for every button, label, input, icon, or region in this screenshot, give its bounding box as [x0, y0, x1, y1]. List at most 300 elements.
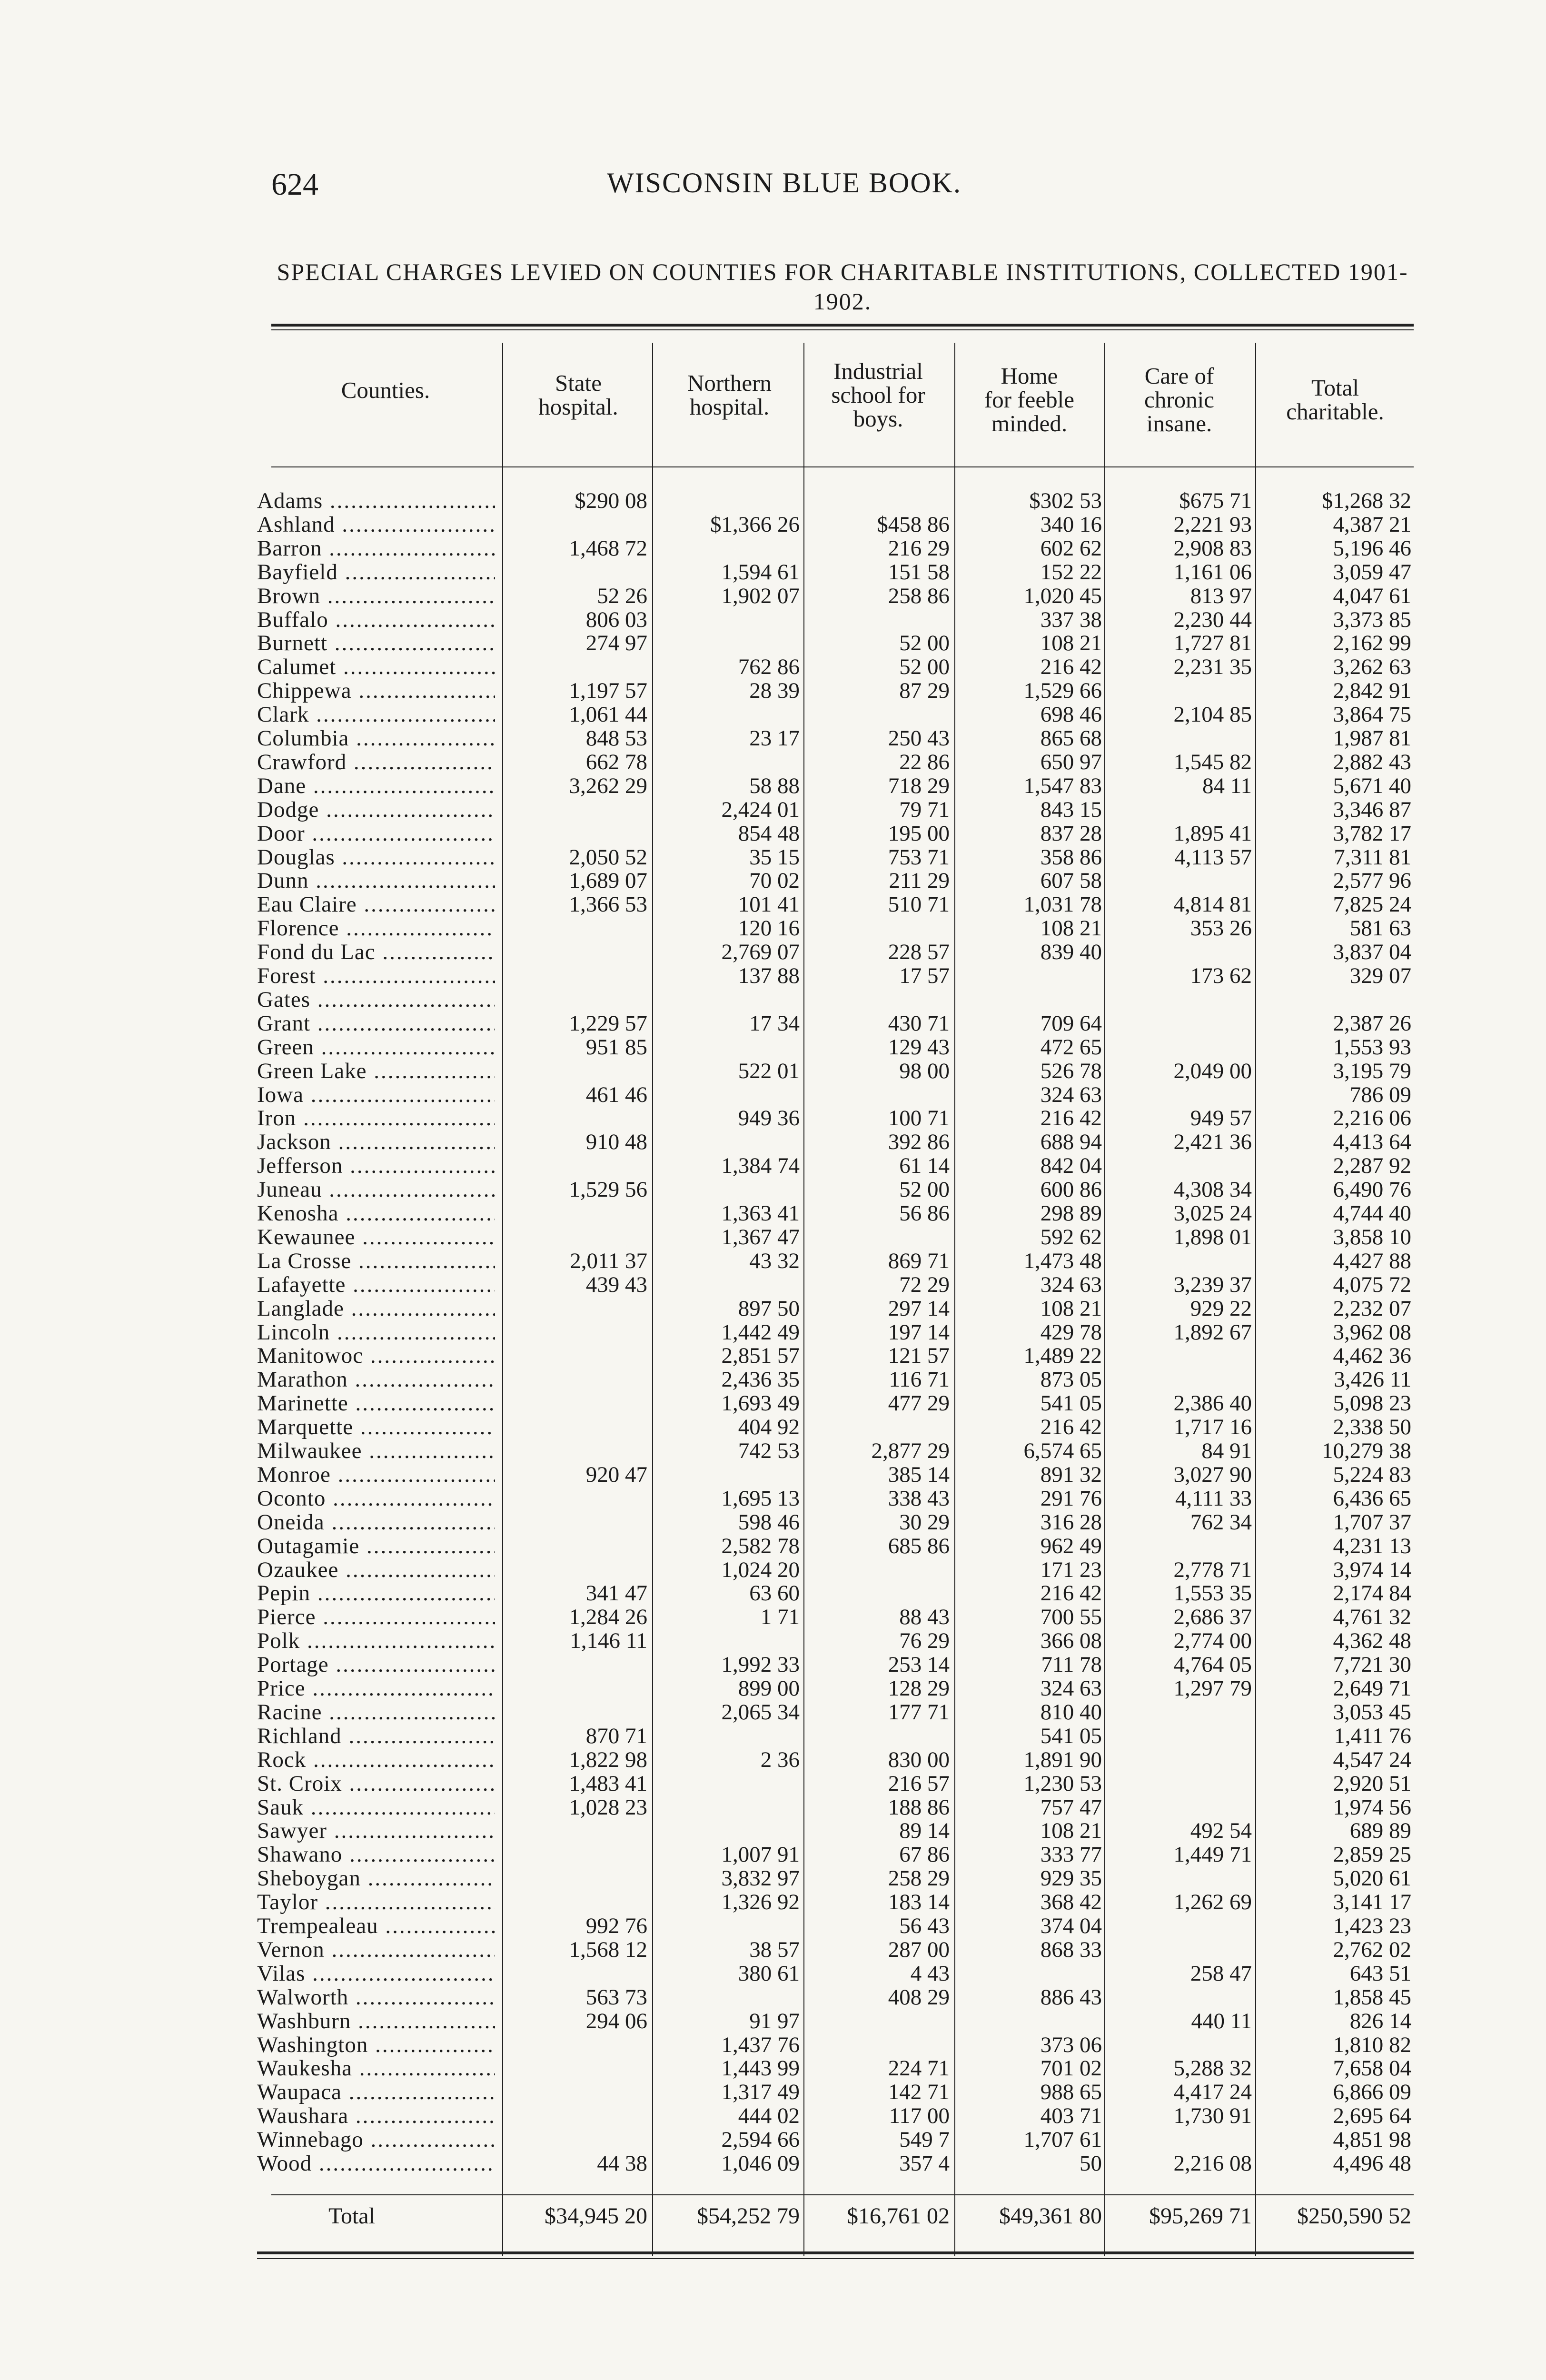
table-row: [0, 892, 1546, 916]
total-charitable-cell: 4,744 40: [1333, 1201, 1411, 1226]
care-chronic-insane-cell: 2,104 85: [1173, 702, 1252, 727]
state-hospital-cell: 1,061 44: [569, 702, 647, 727]
table-row: [0, 2056, 1546, 2080]
county-name: Pepin .....: [257, 1581, 495, 1605]
table-row: [0, 916, 1546, 940]
table-row: [0, 1439, 1546, 1463]
industrial-school-cell: 56 43: [899, 1914, 950, 1938]
industrial-school-cell: 408 29: [888, 1984, 950, 2010]
county-name: Forest .....: [257, 964, 495, 988]
running-head: WISCONSIN BLUE BOOK.: [607, 167, 961, 198]
total-charitable-cell: 4,387 21: [1333, 512, 1411, 537]
state-hospital-cell: 870 71: [585, 1723, 647, 1748]
northern-hospital-cell: 91 97: [749, 2008, 800, 2033]
total-charitable-cell: 1,810 82: [1333, 2032, 1411, 2057]
table-row: [0, 1344, 1546, 1368]
industrial-school-cell: 2,877 29: [871, 1438, 950, 1463]
home-feeble-minded-cell: 298 89: [1040, 1201, 1102, 1226]
northern-hospital-cell: 1,443 99: [721, 2056, 800, 2081]
state-hospital-cell: 1,483 41: [569, 1771, 647, 1796]
home-feeble-minded-cell: 688 94: [1040, 1130, 1102, 1155]
total-charitable-cell: 6,490 76: [1333, 1177, 1411, 1202]
state-hospital-cell: $290 08: [575, 488, 647, 513]
care-chronic-insane-cell: 2,386 40: [1173, 1391, 1252, 1416]
total-charitable-cell: 4,462 36: [1333, 1343, 1411, 1368]
northern-hospital-cell: $1,366 26: [710, 512, 800, 537]
care-chronic-insane-cell: 440 11: [1191, 2008, 1252, 2033]
care-chronic-insane-cell: 1,727 81: [1173, 631, 1252, 656]
table-row: [0, 1391, 1546, 1415]
northern-hospital-cell: 2,582 78: [721, 1533, 800, 1558]
home-feeble-minded-cell: 324 63: [1040, 1082, 1102, 1107]
total-charitable-cell: 3,858 10: [1333, 1224, 1411, 1250]
care-chronic-insane-cell: 84 91: [1201, 1438, 1252, 1463]
industrial-school-cell: 72 29: [899, 1272, 950, 1297]
industrial-school-cell: 116 71: [889, 1367, 950, 1392]
northern-hospital-cell: 762 86: [738, 654, 800, 680]
industrial-school-cell: 100 71: [888, 1106, 950, 1131]
home-feeble-minded-cell: 374 04: [1040, 1914, 1102, 1938]
northern-hospital-cell: 1,384 74: [721, 1153, 800, 1179]
industrial-school-cell: 17 57: [899, 963, 950, 988]
northern-hospital-cell: 28 39: [749, 678, 800, 704]
home-feeble-minded-cell: 988 65: [1040, 2080, 1102, 2105]
county-name: Sheboygan .....: [257, 1866, 495, 1890]
table-row: [0, 1106, 1546, 1130]
northern-hospital-cell: 1,437 76: [721, 2032, 800, 2057]
industrial-school-cell: 869 71: [888, 1248, 950, 1273]
table-row: [0, 750, 1546, 774]
total-charitable-cell: 2,859 25: [1333, 1842, 1411, 1867]
county-name: Adams .....: [257, 489, 495, 513]
northern-hospital-cell: 1 71: [760, 1605, 800, 1630]
industrial-school-cell: 338 43: [888, 1486, 950, 1511]
care-chronic-insane-cell: 1,161 06: [1173, 559, 1252, 585]
state-hospital-cell: 294 06: [585, 2008, 647, 2033]
county-name: Kenosha .....: [257, 1201, 495, 1225]
home-feeble-minded-cell: 216 42: [1040, 654, 1102, 680]
total-charitable-cell: 2,162 99: [1333, 631, 1411, 656]
care-chronic-insane-cell: 1,297 79: [1173, 1676, 1252, 1701]
home-feeble-minded-cell: 152 22: [1040, 559, 1102, 585]
home-feeble-minded-cell: 837 28: [1040, 821, 1102, 846]
care-chronic-insane-cell: 258 47: [1190, 1961, 1252, 1986]
county-name: Buffalo .....: [257, 608, 495, 632]
home-feeble-minded-cell: 108 21: [1040, 631, 1102, 656]
table-row: [0, 2104, 1546, 2128]
state-hospital-cell: 848 53: [585, 726, 647, 751]
total-charitable-cell: 3,141 17: [1333, 1890, 1411, 1915]
home-feeble-minded-cell: 108 21: [1040, 1818, 1102, 1844]
care-chronic-insane-cell: 1,892 67: [1173, 1319, 1252, 1345]
industrial-school-cell: 197 14: [888, 1319, 950, 1345]
page-header: [0, 167, 1546, 209]
home-feeble-minded-cell: 607 58: [1040, 868, 1102, 893]
county-name: Waushara .....: [257, 2104, 495, 2128]
table-row: [0, 1487, 1546, 1510]
industrial-school-cell: 685 86: [888, 1533, 950, 1558]
county-name: Door .....: [257, 822, 495, 845]
home-feeble-minded-cell: 324 63: [1040, 1272, 1102, 1297]
care-chronic-insane-cell: 1,898 01: [1173, 1224, 1252, 1250]
col-header-northern-hospital: Northern hospital.: [687, 370, 772, 420]
county-name: Chippewa .....: [257, 679, 495, 703]
home-feeble-minded-cell: 333 77: [1040, 1842, 1102, 1867]
county-name: Green .....: [257, 1035, 495, 1059]
county-name: Juneau .....: [257, 1178, 495, 1201]
home-feeble-minded-cell: 403 71: [1040, 2103, 1102, 2129]
northern-hospital-cell: 1,024 20: [721, 1557, 800, 1582]
county-name: Price .....: [257, 1676, 495, 1700]
industrial-school-cell: 128 29: [888, 1676, 950, 1701]
home-feeble-minded-cell: 541 05: [1040, 1391, 1102, 1416]
home-feeble-minded-cell: 810 40: [1040, 1699, 1102, 1725]
table-row: [0, 1748, 1546, 1772]
industrial-school-cell: 253 14: [888, 1652, 950, 1677]
county-name: Oneida .....: [257, 1510, 495, 1534]
home-feeble-minded-cell: 1,473 48: [1023, 1248, 1102, 1273]
total-charitable-cell: 3,962 08: [1333, 1319, 1411, 1345]
state-hospital-cell: 1,229 57: [569, 1011, 647, 1036]
col-header-counties: Counties.: [341, 377, 430, 403]
total-charitable-cell: 7,825 24: [1333, 892, 1411, 917]
industrial-school-cell: 216 57: [888, 1771, 950, 1796]
table-row: [0, 1962, 1546, 1985]
total-charitable-cell: 4,413 64: [1333, 1130, 1411, 1155]
total-charitable-cell: 329 07: [1349, 963, 1411, 988]
total-charitable-cell: 581 63: [1349, 916, 1411, 941]
industrial-school-cell: 250 43: [888, 726, 950, 751]
total-rule: [271, 2194, 1414, 2195]
care-chronic-insane-cell: 762 34: [1190, 1509, 1252, 1535]
total-charitable-cell: 3,059 47: [1333, 559, 1411, 585]
home-feeble-minded-cell: 711 78: [1041, 1652, 1102, 1677]
col-header-home-feeble-minded: Home for feeble minded.: [984, 363, 1075, 436]
northern-hospital-cell: 444 02: [738, 2103, 800, 2129]
northern-hospital-cell: 1,046 09: [721, 2151, 800, 2176]
industrial-school-cell: 142 71: [888, 2080, 950, 2105]
county-name: Walworth .....: [257, 1985, 495, 2009]
county-name: Langlade .....: [257, 1297, 495, 1320]
northern-hospital-cell: 1,326 92: [721, 1890, 800, 1915]
state-hospital-cell: 44 38: [597, 2151, 647, 2176]
top-rule-thin: [271, 329, 1414, 330]
home-feeble-minded-cell: 1,707 61: [1023, 2127, 1102, 2152]
state-hospital-cell: 951 85: [585, 1034, 647, 1060]
total-charitable-cell: 4,761 32: [1333, 1605, 1411, 1630]
table-title: SPECIAL CHARGES LEVIED ON COUNTIES FOR CHARITABLE INSTITUTIONS, COLLECTED 1901-1902.: [277, 258, 1408, 315]
county-name: Washington .....: [257, 2033, 495, 2057]
total-charitable-cell: 1,423 23: [1333, 1914, 1411, 1938]
home-feeble-minded-cell: 541 05: [1040, 1723, 1102, 1748]
home-feeble-minded-cell: 108 21: [1040, 916, 1102, 941]
total-charitable-cell: 4,851 98: [1333, 2127, 1411, 2152]
total-charitable-cell: 2,577 96: [1333, 868, 1411, 893]
total-charitable-cell: 1,707 37: [1333, 1509, 1411, 1535]
northern-hospital-cell: 2,769 07: [721, 940, 800, 965]
table-row: [0, 1914, 1546, 1938]
care-chronic-insane-cell: 1,730 91: [1173, 2103, 1252, 2129]
care-chronic-insane-cell: $675 71: [1179, 488, 1252, 513]
state-hospital-cell: 1,197 57: [569, 678, 647, 704]
northern-hospital-cell: 598 46: [738, 1509, 800, 1535]
table-row: [0, 774, 1546, 798]
table-row: [0, 1083, 1546, 1107]
total-charitable-cell: 3,195 79: [1333, 1058, 1411, 1083]
care-chronic-insane-cell: 2,231 35: [1173, 654, 1252, 680]
total-charitable-cell: 4,547 24: [1333, 1747, 1411, 1772]
total-charitable-cell: 4,047 61: [1333, 583, 1411, 608]
home-feeble-minded-cell: 1,547 83: [1023, 773, 1102, 798]
table-row: [0, 679, 1546, 703]
county-name: Burnett .....: [257, 631, 495, 655]
total-charitable-cell: 3,837 04: [1333, 940, 1411, 965]
northern-hospital-cell: 35 15: [749, 844, 800, 870]
northern-hospital-cell: 2,594 66: [721, 2127, 800, 2152]
home-feeble-minded-cell: 839 40: [1040, 940, 1102, 965]
industrial-school-cell: 510 71: [888, 892, 950, 917]
table-row: [0, 845, 1546, 869]
col-header-state-hospital: State hospital.: [538, 370, 618, 420]
total-charitable-cell: 10,279 38: [1322, 1438, 1411, 1463]
county-name: Shawano .....: [257, 1843, 495, 1866]
total-charitable-cell: 6,436 65: [1333, 1486, 1411, 1511]
county-name: Ashland .....: [257, 513, 495, 536]
northern-hospital-cell: 404 92: [738, 1415, 800, 1440]
total-industrial-school: $16,761 02: [847, 2203, 950, 2229]
industrial-school-cell: 211 29: [889, 868, 950, 893]
home-feeble-minded-cell: 316 28: [1040, 1509, 1102, 1535]
state-hospital-cell: 341 47: [585, 1581, 647, 1606]
total-charitable-cell: 2,649 71: [1333, 1676, 1411, 1701]
total-charitable-cell: 689 89: [1349, 1818, 1411, 1844]
total-state-hospital: $34,945 20: [545, 2203, 647, 2229]
home-feeble-minded-cell: 843 15: [1040, 797, 1102, 822]
home-feeble-minded-cell: 6,574 65: [1023, 1438, 1102, 1463]
home-feeble-minded-cell: 472 65: [1040, 1034, 1102, 1060]
home-feeble-minded-cell: 962 49: [1040, 1533, 1102, 1558]
total-charitable-cell: 5,196 46: [1333, 536, 1411, 561]
total-charitable-cell: 2,338 50: [1333, 1415, 1411, 1440]
total-charitable-cell: 3,053 45: [1333, 1699, 1411, 1725]
table-row: [0, 822, 1546, 845]
total-charitable-cell: 2,762 02: [1333, 1937, 1411, 1962]
industrial-school-cell: 357 4: [899, 2151, 950, 2176]
care-chronic-insane-cell: 2,778 71: [1173, 1557, 1252, 1582]
industrial-school-cell: 87 29: [899, 678, 950, 704]
care-chronic-insane-cell: 4,308 34: [1173, 1177, 1252, 1202]
care-chronic-insane-cell: 1,553 35: [1173, 1581, 1252, 1606]
home-feeble-minded-cell: 216 42: [1040, 1106, 1102, 1131]
table-row: [0, 1201, 1546, 1225]
care-chronic-insane-cell: 4,814 81: [1173, 892, 1252, 917]
state-hospital-cell: 2,050 52: [569, 844, 647, 870]
table-row: [0, 1130, 1546, 1154]
northern-hospital-cell: 2,436 35: [721, 1367, 800, 1392]
county-name: Pierce .....: [257, 1605, 495, 1629]
home-feeble-minded-cell: 291 76: [1040, 1486, 1102, 1511]
northern-hospital-cell: 1,695 13: [721, 1486, 800, 1511]
industrial-school-cell: 228 57: [888, 940, 950, 965]
table-row: [0, 1866, 1546, 1890]
state-hospital-cell: 992 76: [585, 1914, 647, 1938]
county-name: Trempealeau .....: [257, 1914, 495, 1938]
table-row: [0, 2128, 1546, 2152]
table-row: [0, 1795, 1546, 1819]
care-chronic-insane-cell: 2,421 36: [1173, 1130, 1252, 1155]
total-charitable-cell: 3,426 11: [1334, 1367, 1411, 1392]
state-hospital-cell: 3,262 29: [569, 773, 647, 798]
total-charitable-cell: 2,174 84: [1333, 1581, 1411, 1606]
county-name: Marinette .....: [257, 1391, 495, 1415]
bottom-rule: [257, 2251, 1414, 2254]
table-row: [0, 798, 1546, 822]
county-name: Racine .....: [257, 1700, 495, 1724]
table-row: [0, 1273, 1546, 1297]
state-hospital-cell: 662 78: [585, 749, 647, 774]
care-chronic-insane-cell: 173 62: [1190, 963, 1252, 988]
total-charitable-cell: 6,866 09: [1333, 2080, 1411, 2105]
home-feeble-minded-cell: 929 35: [1040, 1866, 1102, 1891]
total-charitable-cell: 1,858 45: [1333, 1984, 1411, 2010]
table-row: [0, 869, 1546, 892]
table-row: [0, 1772, 1546, 1795]
care-chronic-insane-cell: 3,027 90: [1173, 1462, 1252, 1487]
northern-hospital-cell: 1,363 41: [721, 1201, 800, 1226]
northern-hospital-cell: 2,851 57: [721, 1343, 800, 1368]
table-row: [0, 1629, 1546, 1653]
care-chronic-insane-cell: 2,908 83: [1173, 536, 1252, 561]
total-charitable-cell: 2,842 91: [1333, 678, 1411, 704]
northern-hospital-cell: 101 41: [738, 892, 800, 917]
table-row: [0, 1890, 1546, 1914]
industrial-school-cell: 430 71: [888, 1011, 950, 1036]
total-home-feeble-minded: $49,361 80: [999, 2203, 1102, 2229]
total-charitable-cell: 4,362 48: [1333, 1628, 1411, 1654]
county-name: Manitowoc .....: [257, 1344, 495, 1368]
county-name: Jefferson .....: [257, 1154, 495, 1178]
county-name: La Crosse .....: [257, 1249, 495, 1273]
col-header-care-chronic-insane: Care of chronic insane.: [1144, 363, 1214, 436]
table-row: [0, 1178, 1546, 1201]
northern-hospital-cell: 1,367 47: [721, 1224, 800, 1250]
table-row: [0, 2033, 1546, 2057]
county-name: Bayfield .....: [257, 560, 495, 584]
northern-hospital-cell: 2,424 01: [721, 797, 800, 822]
industrial-school-cell: 392 86: [888, 1130, 950, 1155]
home-feeble-minded-cell: 865 68: [1040, 726, 1102, 751]
table-row: [0, 1415, 1546, 1439]
total-charitable-cell: 3,373 85: [1333, 607, 1411, 632]
home-feeble-minded-cell: 700 55: [1040, 1605, 1102, 1630]
state-hospital-cell: 1,146 11: [570, 1628, 647, 1654]
table-row: [0, 1938, 1546, 1962]
industrial-school-cell: 52 00: [899, 654, 950, 680]
industrial-school-cell: 297 14: [888, 1296, 950, 1321]
total-charitable-cell: 4,231 13: [1333, 1533, 1411, 1558]
care-chronic-insane-cell: 4,417 24: [1173, 2080, 1252, 2105]
northern-hospital-cell: 63 60: [749, 1581, 800, 1606]
total-charitable-cell: 2,387 26: [1333, 1011, 1411, 1036]
county-name: Brown .....: [257, 584, 495, 608]
industrial-school-cell: 188 86: [888, 1795, 950, 1820]
care-chronic-insane-cell: 353 26: [1190, 916, 1252, 941]
industrial-school-cell: 385 14: [888, 1462, 950, 1487]
industrial-school-cell: 52 00: [899, 631, 950, 656]
care-chronic-insane-cell: 929 22: [1190, 1296, 1252, 1321]
county-name: Florence .....: [257, 916, 495, 940]
state-hospital-cell: 920 47: [585, 1462, 647, 1487]
county-name: Wood .....: [257, 2152, 495, 2175]
northern-hospital-cell: 120 16: [738, 916, 800, 941]
total-charitable-cell: 2,287 92: [1333, 1153, 1411, 1179]
total-charitable-cell: 7,311 81: [1334, 844, 1411, 870]
industrial-school-cell: 224 71: [888, 2056, 950, 2081]
northern-hospital-cell: 1,007 91: [721, 1842, 800, 1867]
header-rule: [271, 466, 1414, 467]
northern-hospital-cell: 854 48: [738, 821, 800, 846]
home-feeble-minded-cell: 602 62: [1040, 536, 1102, 561]
industrial-school-cell: $458 86: [877, 512, 950, 537]
home-feeble-minded-cell: 358 86: [1040, 844, 1102, 870]
table-row: [0, 2009, 1546, 2033]
industrial-school-cell: 477 29: [888, 1391, 950, 1416]
northern-hospital-cell: 2,065 34: [721, 1699, 800, 1725]
table-row: [0, 1154, 1546, 1178]
col-header-industrial-school: Industrial school for boys.: [831, 358, 925, 432]
northern-hospital-cell: 1,902 07: [721, 583, 800, 608]
industrial-school-cell: 121 57: [888, 1343, 950, 1368]
northern-hospital-cell: 949 36: [738, 1106, 800, 1131]
table-row: [0, 1819, 1546, 1843]
industrial-school-cell: 718 29: [888, 773, 950, 798]
home-feeble-minded-cell: 50: [1080, 2151, 1102, 2176]
county-name: Outagamie .....: [257, 1534, 495, 1558]
industrial-school-cell: 216 29: [888, 536, 950, 561]
home-feeble-minded-cell: 873 05: [1040, 1367, 1102, 1392]
county-name: Dodge .....: [257, 798, 495, 822]
home-feeble-minded-cell: 340 16: [1040, 512, 1102, 537]
care-chronic-insane-cell: 2,774 00: [1173, 1628, 1252, 1654]
northern-hospital-cell: 1,992 33: [721, 1652, 800, 1677]
county-name: Washburn .....: [257, 2009, 495, 2033]
industrial-school-cell: 79 71: [899, 797, 950, 822]
county-name: Clark .....: [257, 703, 495, 726]
table-row: [0, 1985, 1546, 2009]
state-hospital-cell: 1,028 23: [569, 1795, 647, 1820]
state-hospital-cell: 1,689 07: [569, 868, 647, 893]
northern-hospital-cell: 38 57: [749, 1937, 800, 1962]
home-feeble-minded-cell: 366 08: [1040, 1628, 1102, 1654]
care-chronic-insane-cell: 84 11: [1202, 773, 1252, 798]
northern-hospital-cell: 1,442 49: [721, 1319, 800, 1345]
county-name: Ozaukee .....: [257, 1558, 495, 1582]
state-hospital-cell: 1,529 56: [569, 1177, 647, 1202]
home-feeble-minded-cell: 324 63: [1040, 1676, 1102, 1701]
total-northern-hospital: $54,252 79: [697, 2203, 800, 2229]
county-name: Lafayette .....: [257, 1273, 495, 1297]
total-charitable-cell: 2,695 64: [1333, 2103, 1411, 2129]
table-row: [0, 703, 1546, 726]
county-name: Iowa .....: [257, 1083, 495, 1107]
northern-hospital-cell: 897 50: [738, 1296, 800, 1321]
county-name: Kewaunee .....: [257, 1225, 495, 1249]
table-row: [0, 1225, 1546, 1249]
home-feeble-minded-cell: $302 53: [1029, 488, 1102, 513]
industrial-school-cell: 4 43: [910, 1961, 950, 1986]
total-charitable-cell: 4,496 48: [1333, 2151, 1411, 2176]
home-feeble-minded-cell: 891 32: [1040, 1462, 1102, 1487]
